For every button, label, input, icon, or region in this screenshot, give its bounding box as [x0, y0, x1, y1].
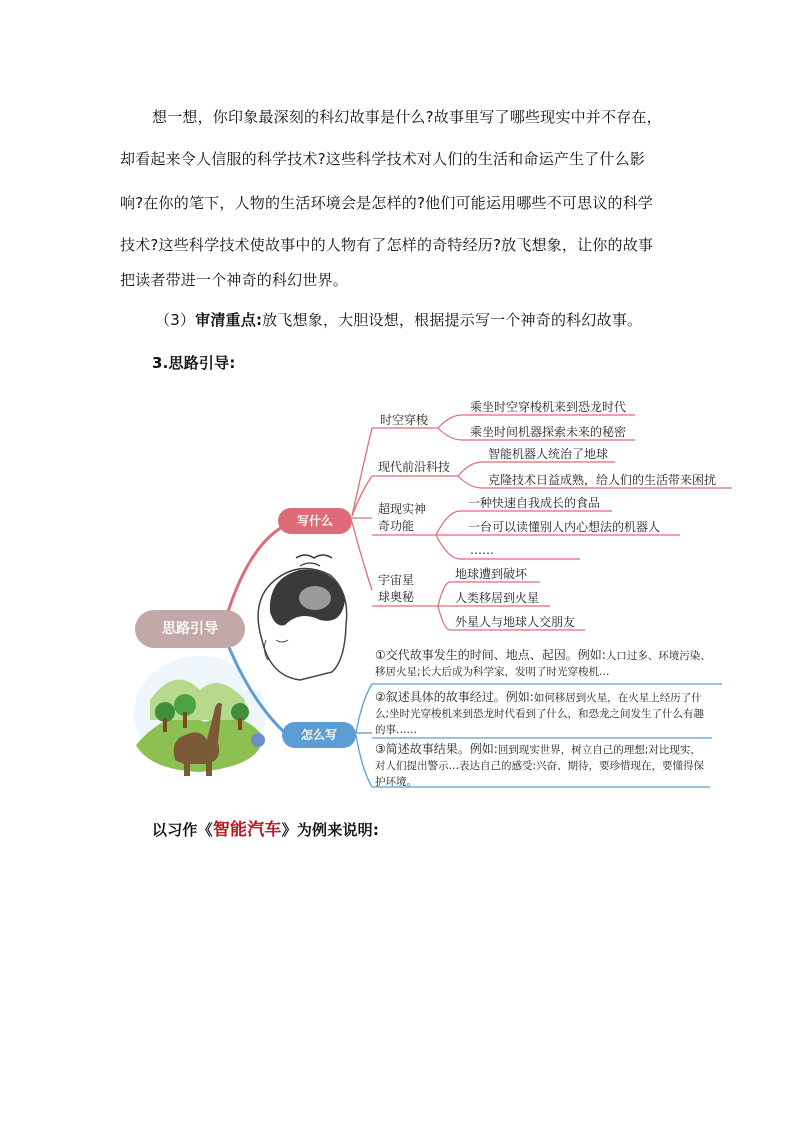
note-lead: ①交代故事发生的时间、地点、起因。例如: — [375, 648, 606, 662]
topic-surreal-line2: 奇功能 — [378, 519, 415, 533]
guide-heading: 3.思路引导: — [152, 354, 236, 372]
intro-line-1: 想一想，你印象最深刻的科幻故事是什么?故事里写了哪些现实中并不存在， — [152, 108, 662, 126]
how-note-3 — [375, 741, 705, 790]
branch-how-node: 怎么写 — [282, 722, 356, 748]
leaf-item: …… — [470, 543, 494, 557]
leaf-item: 人类移居到火星 — [455, 591, 540, 605]
leaf-item: 地球遭到破坏 — [455, 567, 528, 581]
topic-frontier-tech: 现代前沿科技 — [378, 460, 451, 474]
intro-line-2: 却看起来令人信服的科学技术?这些科学技术对人们的生活和命运产生了什么影 — [120, 150, 645, 168]
leaf-item: 一种快速自我成长的食品 — [468, 496, 601, 510]
focus-prefix: （3） — [155, 311, 196, 329]
thinking-child-illustration — [243, 545, 358, 690]
branch-what-node: 写什么 — [278, 508, 352, 534]
note-lead: ②叙述具体的故事经过。例如: — [375, 690, 534, 704]
topic-surreal-line1: 超现实神 — [378, 502, 427, 516]
example-post: 》为例来说明: — [281, 821, 380, 839]
focus-label: 审清重点: — [195, 311, 263, 329]
intro-line-3: 响?在你的笔下，人物的生活环境会是怎样的?他们可能运用哪些不可思议的科学 — [120, 194, 654, 212]
example-pre: 以习作《 — [152, 821, 213, 839]
intro-line-5: 把读者带进一个神奇的科幻世界。 — [120, 271, 349, 289]
topic-universe-line2: 球奥秘 — [378, 590, 415, 604]
topic-time-travel: 时空穿梭 — [380, 413, 429, 427]
leaf-item: 外星人与地球人交朋友 — [455, 615, 576, 629]
example-title: 智能汽车 — [212, 820, 282, 840]
note-text: 如何移居到火星，在火星上经历了什么;坐时光穿梭机来到恐龙时代看到了什么，和恐龙之间发生了什么有趣的事…… — [375, 692, 705, 736]
how-note-2 — [375, 689, 705, 738]
mindmap-root-node: 思路引导 — [135, 610, 245, 648]
note-text: 回到现实世界，树立自己的理想;对比现实，对人们提出警示…表达自己的感受:兴奋、期待，要珍惜现在，要懂得保护环境。 — [375, 744, 705, 788]
how-note-1 — [375, 647, 715, 680]
leaf-item: 乘坐时间机器探索未来的秘密 — [470, 425, 627, 439]
topic-universe-line1: 宇宙星 — [378, 573, 415, 587]
intro-line-4: 技术?这些科学技术使故事中的人物有了怎样的奇特经历?放飞想象，让你的故事 — [120, 236, 654, 254]
leaf-item: 一台可以读懂别人内心想法的机器人 — [468, 520, 661, 534]
leaf-item: 克隆技术日益成熟，给人们的生活带来困扰 — [488, 473, 717, 487]
leaf-item: 智能机器人统治了地球 — [488, 447, 609, 461]
example-line — [152, 820, 379, 840]
focus-text: 放飞想象，大胆设想，根据提示写一个神奇的科幻故事。 — [262, 311, 643, 329]
note-lead: ③简述故事结果。例如: — [375, 742, 498, 756]
note-text: 人口过多、环境污染、移居火星;长大后成为科学家，发明了时光穿梭机… — [375, 650, 711, 678]
leaf-item: 乘坐时空穿梭机来到恐龙时代 — [470, 400, 627, 414]
